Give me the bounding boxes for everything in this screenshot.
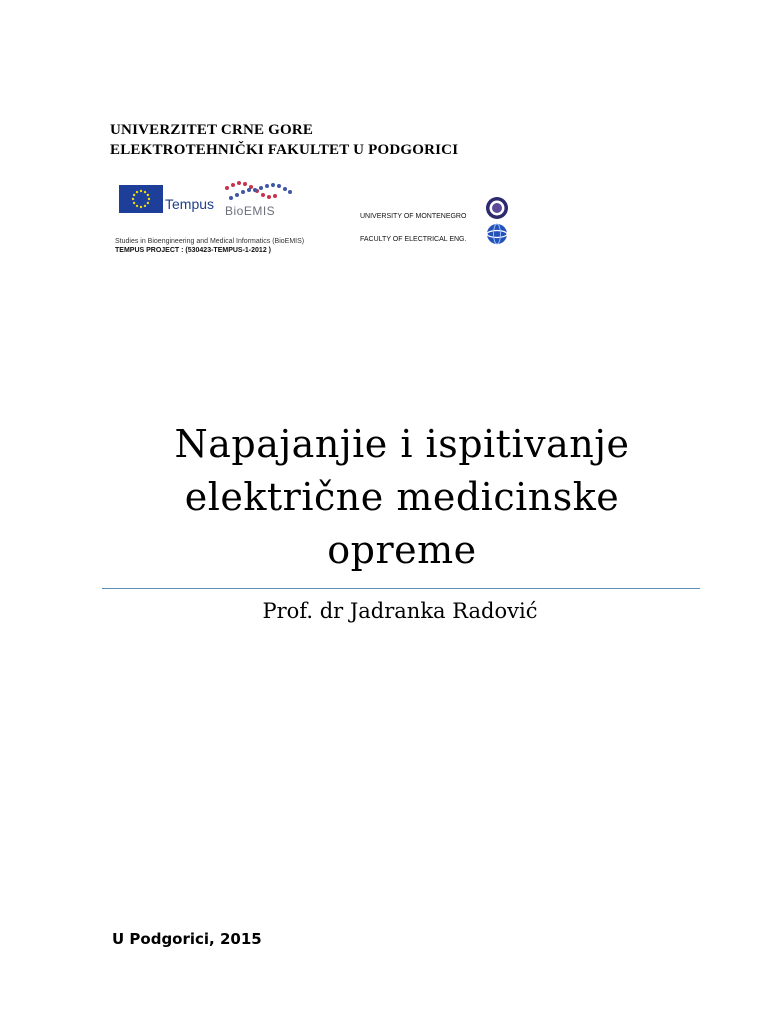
tempus-logo-label: Tempus xyxy=(165,196,215,212)
faculty-name: ELEKTROTEHNIČKI FAKULTET U PODGORICI xyxy=(110,142,459,158)
document-title xyxy=(0,418,768,577)
university-name: UNIVERZITET CRNE GORE xyxy=(110,122,314,138)
title-line-2: električne medicinske xyxy=(184,475,620,519)
institution-header xyxy=(110,120,458,160)
university-logos xyxy=(360,196,520,248)
author-name: Prof. dr Jadranka Radović xyxy=(262,599,538,623)
etf-globe-icon xyxy=(484,223,510,245)
um-label: UNIVERSITY OF MONTENEGRO xyxy=(360,213,467,220)
bioemis-logo-label: BioEMIS xyxy=(225,204,276,218)
tempus-project-line: TEMPUS PROJECT : (530423-TEMPUS-1-2012 ) xyxy=(115,247,271,254)
title-divider xyxy=(102,588,700,589)
title-line-1: Napajanjie i ispitivanje xyxy=(174,422,630,466)
eu-stars-icon xyxy=(119,185,163,213)
etf-label: FACULTY OF ELECTRICAL ENG. xyxy=(360,236,467,243)
place-and-date: U Podgorici, 2015 xyxy=(112,930,262,948)
eu-flag-icon xyxy=(119,185,163,213)
um-seal-icon xyxy=(484,196,510,220)
bioemis-studies-line: Studies in Bioengineering and Medical Informatics (BioEMIS) xyxy=(115,238,305,245)
project-logos xyxy=(115,180,305,260)
title-line-3: opreme xyxy=(327,528,477,572)
